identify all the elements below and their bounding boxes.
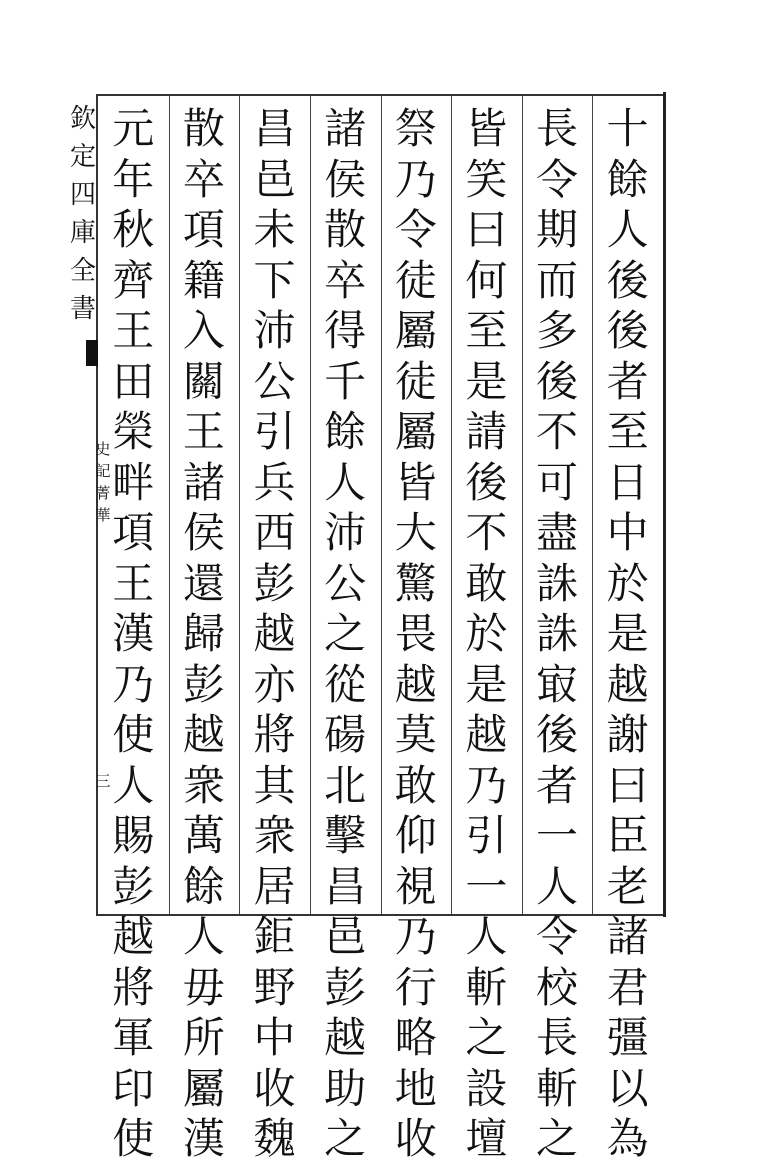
margin-book-title [68, 100, 98, 328]
frame-right-rule [663, 92, 666, 917]
fishtail-mark [86, 340, 98, 366]
text-column: 諸 侯 散 卒 得 千 餘 人 沛 公 之 從 碭 北 擊 昌 邑 彭 越 助 之 [324, 104, 367, 1163]
text-column: 皆 笑 曰 何 至 是 請 後 不 敢 於 是 越 乃 引 一 人 斬 之 設 壇 [465, 104, 508, 1163]
text-column: 十 餘 人 後 後 者 至 日 中 於 是 越 謝 曰 臣 老 諸 君 彊 以 為 [606, 104, 649, 1163]
text-column: 元 年 秋 齊 王 田 榮 畔 項 王 漢 乃 使 人 賜 彭 越 將 軍 印 使 [112, 104, 155, 1163]
margin-section-char: 菁 [95, 484, 111, 502]
text-column: 祭 乃 令 徒 屬 徒 屬 皆 大 驚 畏 越 莫 敢 仰 視 乃 行 略 地 收 [394, 104, 437, 1163]
column-divider [522, 96, 523, 914]
column-divider [451, 96, 452, 914]
margin-title-char: 全 [69, 256, 96, 286]
margin-section-char: 史 [95, 440, 111, 458]
column-divider [239, 96, 240, 914]
margin-section-char: 華 [95, 506, 111, 524]
margin-section-char: 記 [95, 462, 111, 480]
margin-title-char: 四 [69, 180, 96, 210]
margin-title-char: 庫 [69, 218, 96, 248]
column-divider [592, 96, 593, 914]
column-divider [169, 96, 170, 914]
text-column: 昌 邑 未 下 沛 公 引 兵 西 彭 越 亦 將 其 衆 居 鉅 野 中 收 魏 [253, 104, 296, 1163]
text-column: 散 卒 項 籍 入 關 王 諸 侯 還 歸 彭 越 衆 萬 餘 人 毋 所 屬 漢 [182, 104, 225, 1163]
text-column: 長 令 期 而 多 後 不 可 盡 誅 誅 㝡 後 者 一 人 令 校 長 斬 之 [536, 104, 579, 1163]
margin-title-char: 定 [69, 142, 96, 172]
column-divider [381, 96, 382, 914]
margin-page-number: 三 [95, 772, 111, 790]
margin-title-char: 欽 [69, 104, 96, 134]
column-divider [310, 96, 311, 914]
margin-title-char: 書 [69, 294, 96, 324]
